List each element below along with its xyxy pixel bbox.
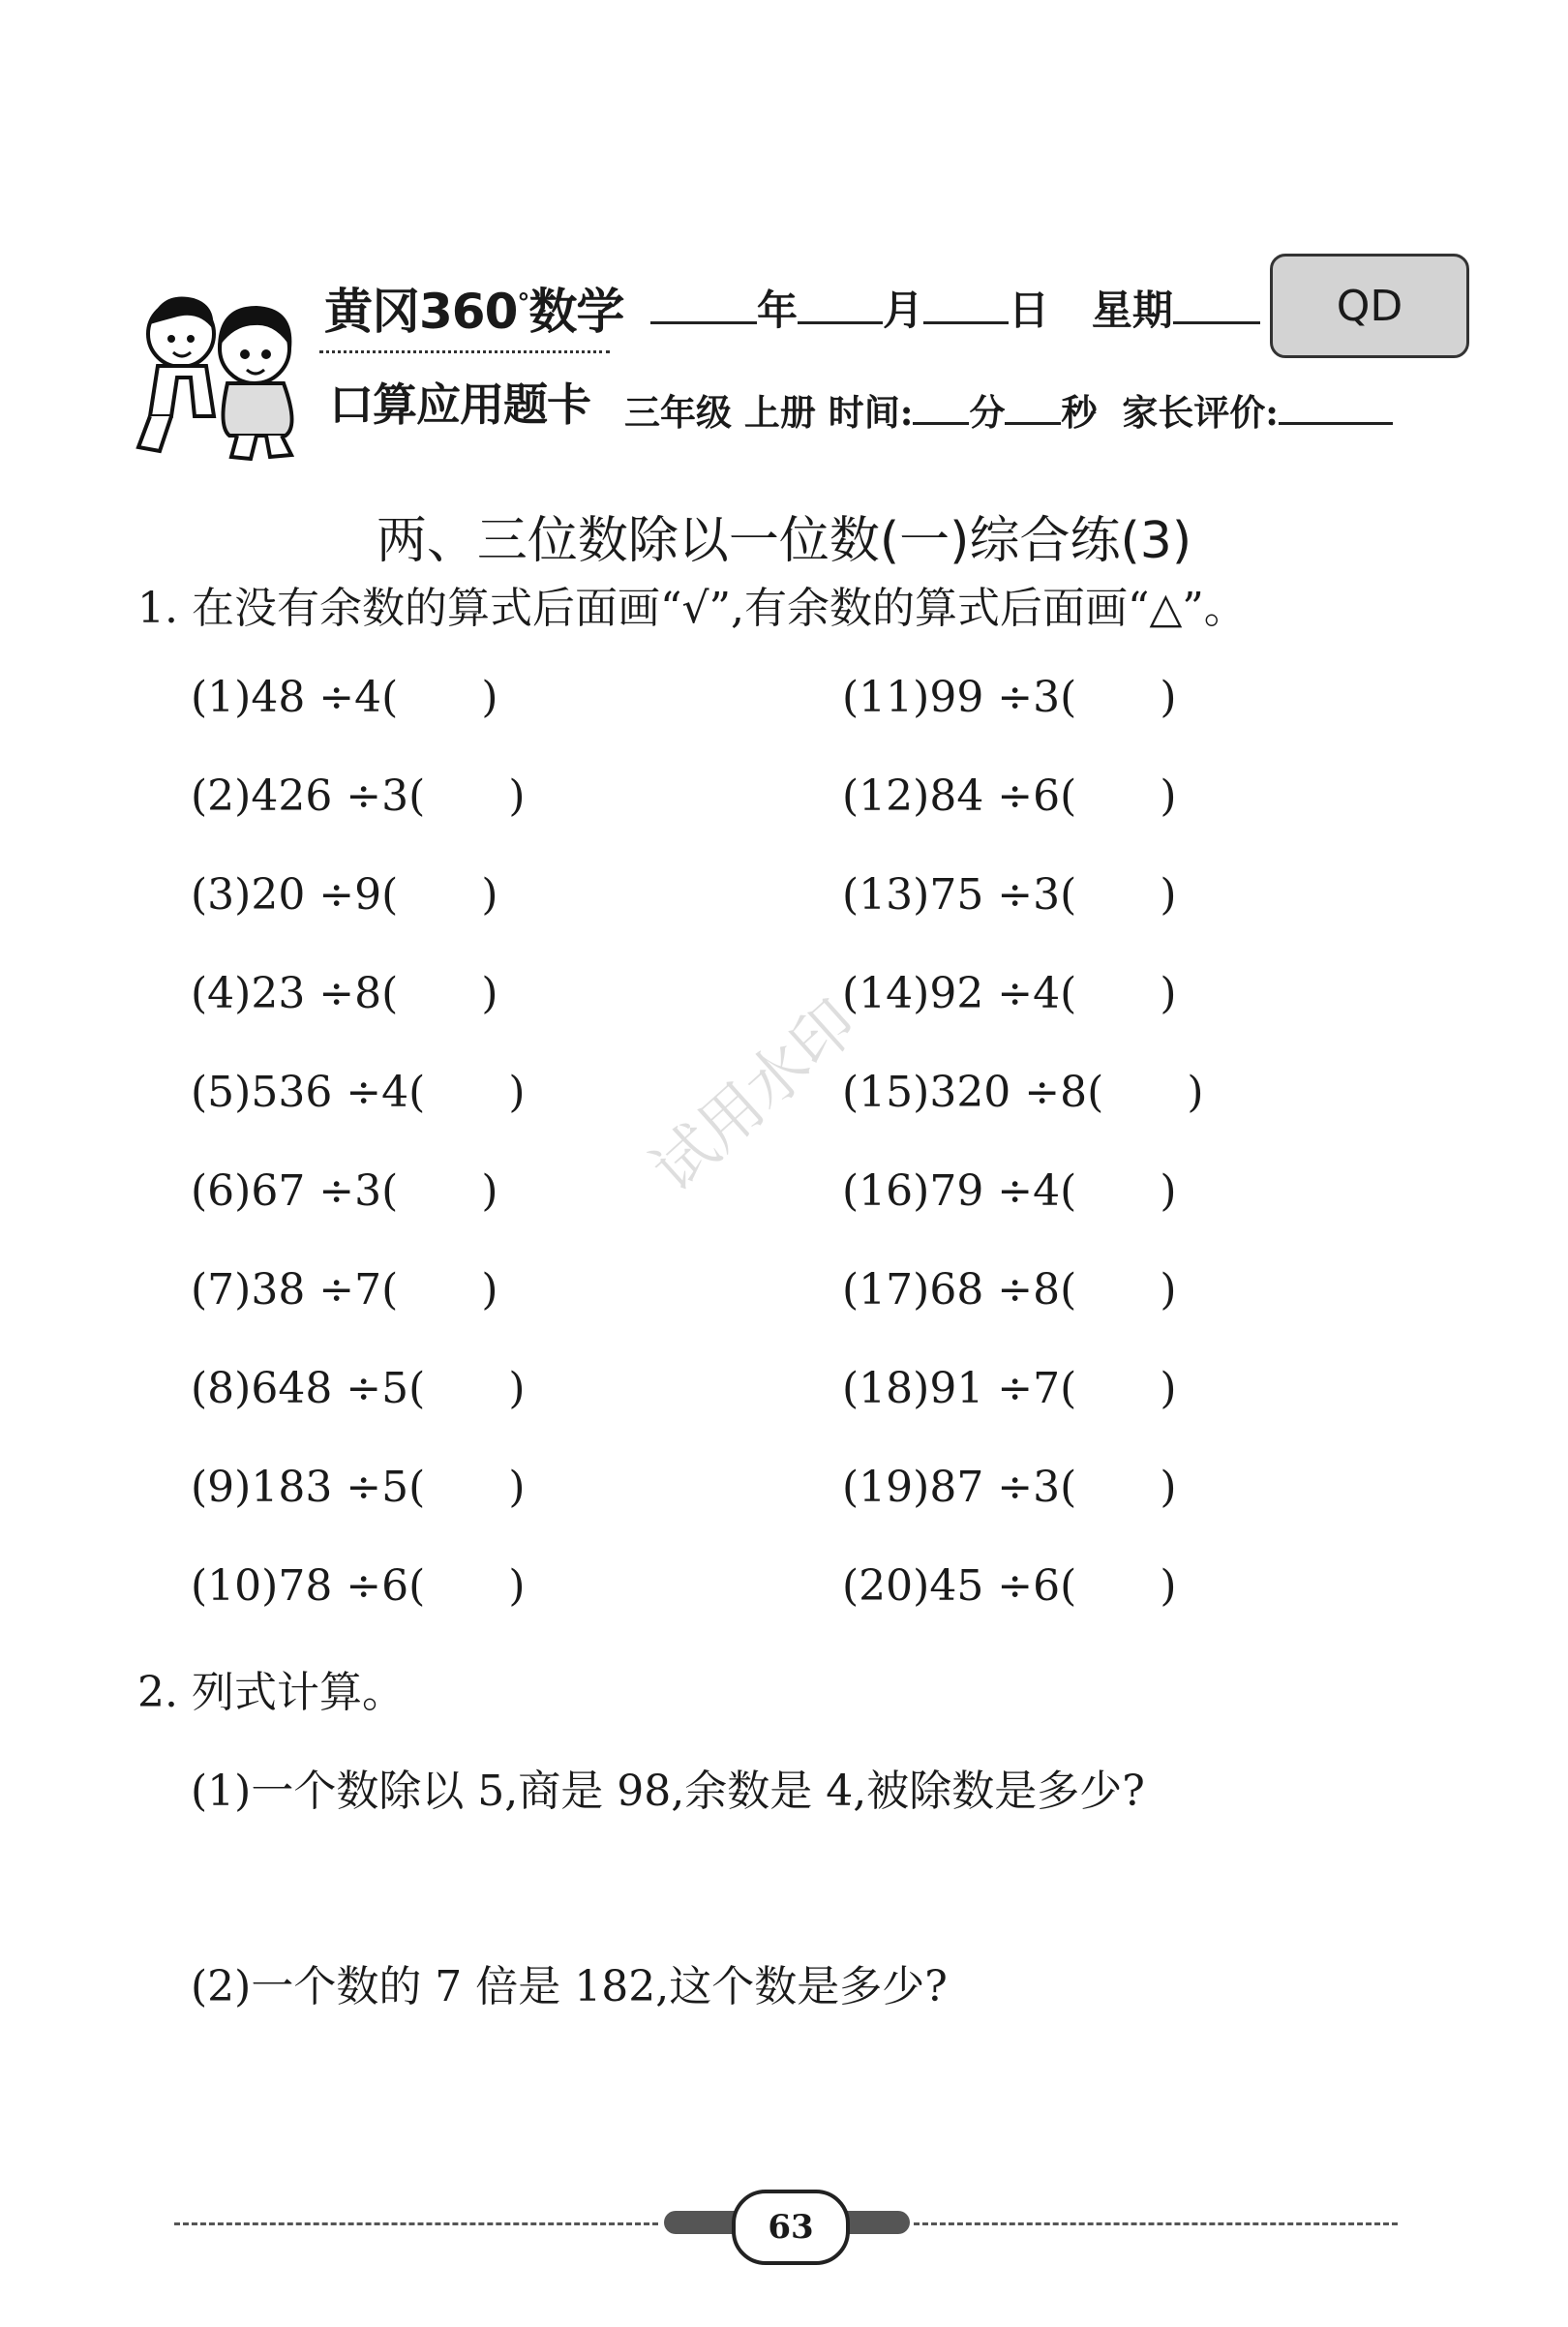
close-paren: ) xyxy=(1160,1166,1177,1216)
q1-item-6-text: (6)67 ÷3( xyxy=(191,1166,399,1216)
day-blank[interactable] xyxy=(923,279,1009,324)
close-paren: ) xyxy=(1160,673,1177,722)
q1-item-20-text: (20)45 ÷6( xyxy=(842,1561,1077,1611)
q1-item-8 xyxy=(191,1364,526,1413)
second-blank[interactable] xyxy=(1005,384,1061,425)
q1-item-16 xyxy=(842,1166,1177,1216)
year-blank[interactable] xyxy=(650,279,757,324)
q1-item-11 xyxy=(842,673,1177,722)
close-paren: ) xyxy=(1160,870,1177,920)
q1-item-4-text: (4)23 ÷8( xyxy=(191,969,399,1018)
weekday-label: 星期 xyxy=(1091,287,1173,335)
close-paren: ) xyxy=(508,1364,526,1413)
close-paren: ) xyxy=(481,870,498,920)
close-paren: ) xyxy=(481,1265,498,1315)
close-paren: ) xyxy=(481,969,498,1018)
close-paren: ) xyxy=(481,673,498,722)
q1-item-16-text: (16)79 ÷4( xyxy=(842,1166,1077,1216)
q1-item-17-text: (17)68 ÷8( xyxy=(842,1265,1077,1315)
q1-item-18 xyxy=(842,1364,1177,1413)
q1-item-3 xyxy=(191,870,498,920)
q1-item-1-text: (1)48 ÷4( xyxy=(191,673,399,722)
q1-item-7 xyxy=(191,1265,498,1315)
q1-item-9 xyxy=(191,1463,526,1512)
q1-item-13 xyxy=(842,870,1177,920)
q1-item-9-text: (9)183 ÷5( xyxy=(191,1463,426,1512)
footer-divider-right xyxy=(914,2222,1398,2225)
close-paren: ) xyxy=(508,1463,526,1512)
parent-eval-label: 家长评价: xyxy=(1122,391,1279,434)
brand-title xyxy=(324,273,623,343)
close-paren: ) xyxy=(1160,1364,1177,1413)
q1-item-15-text: (15)320 ÷8( xyxy=(842,1068,1104,1117)
close-paren: ) xyxy=(1160,1561,1177,1611)
q1-item-2 xyxy=(191,771,526,821)
day-label: 日 xyxy=(1009,287,1050,335)
watermark-text: 试用水印 xyxy=(639,986,871,1207)
question-2-prompt: 2. 列式计算。 xyxy=(137,1668,405,1717)
q1-item-19-text: (19)87 ÷3( xyxy=(842,1463,1077,1512)
parent-eval-blank[interactable] xyxy=(1279,384,1393,425)
brand-subject: 数学 xyxy=(528,284,624,340)
close-paren: ) xyxy=(508,1561,526,1611)
year-label: 年 xyxy=(757,287,799,335)
section-title: 两、三位数除以一位数(一)综合练(3) xyxy=(376,512,1192,570)
date-line xyxy=(650,279,1260,337)
close-paren: ) xyxy=(481,1166,498,1216)
q1-item-8-text: (8)648 ÷5( xyxy=(191,1364,426,1413)
q1-item-2-text: (2)426 ÷3( xyxy=(191,771,426,821)
minute-blank[interactable] xyxy=(913,384,969,425)
month-blank[interactable] xyxy=(798,279,883,324)
volume-label: 上册 xyxy=(743,391,816,434)
q1-item-5 xyxy=(191,1068,526,1117)
q1-item-15 xyxy=(842,1068,1204,1117)
footer-divider-left xyxy=(174,2222,658,2225)
q1-item-10-text: (10)78 ÷6( xyxy=(191,1561,426,1611)
q1-item-3-text: (3)20 ÷9( xyxy=(191,870,399,920)
question-2-sub-1: (1)一个数除以 5,商是 98,余数是 4,被除数是多少? xyxy=(191,1767,1145,1816)
grade-label: 三年级 xyxy=(624,391,732,434)
q1-item-7-text: (7)38 ÷7( xyxy=(191,1265,399,1315)
brand-divider xyxy=(319,350,610,353)
close-paren: ) xyxy=(1160,1265,1177,1315)
question-2-sub-2: (2)一个数的 7 倍是 182,这个数是多少? xyxy=(191,1962,948,2011)
q1-item-14 xyxy=(842,969,1177,1018)
close-paren: ) xyxy=(508,771,526,821)
q1-item-17 xyxy=(842,1265,1177,1315)
brand-subtitle: 口算应用题卡 xyxy=(329,378,590,431)
brand-title-text: 黄冈360 xyxy=(324,284,518,340)
q1-item-14-text: (14)92 ÷4( xyxy=(842,969,1077,1018)
close-paren: ) xyxy=(508,1068,526,1117)
q1-item-18-text: (18)91 ÷7( xyxy=(842,1364,1077,1413)
q1-item-11-text: (11)99 ÷3( xyxy=(842,673,1077,722)
q1-item-12 xyxy=(842,771,1177,821)
cartoon-kids-logo xyxy=(121,281,324,465)
month-label: 月 xyxy=(883,287,924,335)
degree-symbol: ° xyxy=(517,288,529,318)
time-label: 时间: xyxy=(828,391,914,434)
q1-item-12-text: (12)84 ÷6( xyxy=(842,771,1077,821)
q1-item-1 xyxy=(191,673,498,722)
grade-line xyxy=(624,383,1393,436)
close-paren: ) xyxy=(1160,771,1177,821)
q1-item-4 xyxy=(191,969,498,1018)
page-number: 63 xyxy=(732,2190,850,2265)
close-paren: ) xyxy=(1187,1068,1204,1117)
q1-item-10 xyxy=(191,1561,526,1611)
weekday-blank[interactable] xyxy=(1173,279,1260,324)
minute-label: 分 xyxy=(969,391,1006,434)
edition-badge: QD xyxy=(1270,254,1469,358)
q1-item-19 xyxy=(842,1463,1177,1512)
q1-item-6 xyxy=(191,1166,498,1216)
q1-item-5-text: (5)536 ÷4( xyxy=(191,1068,426,1117)
q1-item-20 xyxy=(842,1561,1177,1611)
second-label: 秒 xyxy=(1061,391,1098,434)
close-paren: ) xyxy=(1160,969,1177,1018)
close-paren: ) xyxy=(1160,1463,1177,1512)
q1-item-13-text: (13)75 ÷3( xyxy=(842,870,1077,920)
question-1-prompt: 1. 在没有余数的算式后面画“√”,有余数的算式后面画“△”。 xyxy=(137,584,1247,633)
